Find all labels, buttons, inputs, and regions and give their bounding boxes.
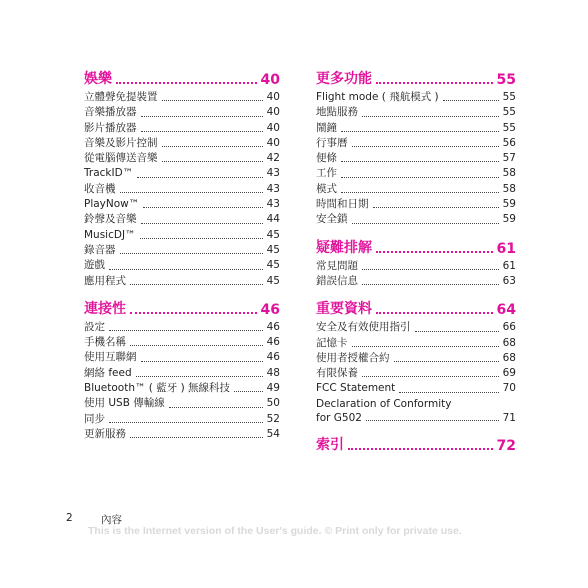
entry-page-number: 55 [502,121,516,134]
section-title: 娛樂 [84,71,112,87]
toc-entry[interactable] [84,381,280,396]
dot-leader [162,161,263,162]
section-heading[interactable] [316,298,516,318]
section-page-number: 46 [260,301,280,318]
entry-page-number: 58 [502,167,516,180]
entry-page-number: 45 [266,274,280,287]
toc-left-column [84,68,280,451]
toc-entry[interactable] [84,366,280,381]
section-heading[interactable] [316,237,516,257]
dot-leader [143,207,262,208]
entry-page-number: 48 [266,366,280,379]
dot-leader [141,131,263,132]
toc-entry[interactable] [84,197,280,212]
toc-section [84,298,280,442]
dot-leader [162,100,263,101]
entry-label: 鬧鐘 [316,121,337,134]
entry-page-number: 59 [502,213,516,226]
entry-page-number: 45 [266,228,280,241]
toc-entry[interactable] [316,381,516,396]
entry-label: 手機名稱 [84,336,126,349]
toc-entry[interactable] [316,336,516,351]
dot-leader [366,420,499,421]
entry-label: 同步 [84,412,105,425]
dot-leader [120,253,263,254]
toc-entry[interactable] [84,320,280,335]
toc-entry[interactable] [84,105,280,120]
dot-leader [130,284,263,285]
dot-leader [120,192,263,193]
entry-label: 立體聲免提裝置 [84,91,158,103]
dot-leader [341,192,499,193]
section-page-number: 64 [496,302,516,319]
entry-label: 常見問題 [316,259,358,272]
dot-leader [362,116,499,117]
entry-label: 安全鎖 [316,213,348,226]
toc-entry[interactable] [316,90,516,105]
toc-entry[interactable] [316,166,516,181]
entry-page-number: 54 [266,427,280,440]
entry-label: 錄音器 [84,243,116,256]
toc-entry[interactable] [316,105,516,120]
toc-entry[interactable] [84,166,280,181]
toc-entry[interactable] [316,121,516,136]
footer-section-label: 內容 [101,514,122,526]
dot-leader [376,312,493,314]
toc-right-column [316,68,516,463]
entry-page-number: 42 [266,152,280,165]
dot-leader [136,376,263,377]
entry-page-number: 45 [266,243,280,256]
entry-label: 時間和日期 [316,198,369,211]
footer-page-number: 2 [66,512,73,524]
toc-entry[interactable] [84,136,280,151]
dot-leader [130,437,263,438]
toc-section [316,68,516,228]
watermark-text: This is the Internet version of the User's guide. © Print only for private use. [88,525,462,537]
entry-label: 設定 [84,320,105,333]
entry-page-number: 44 [266,213,280,226]
dot-leader [141,361,263,362]
entry-label: 使用 USB 傳輸線 [84,397,165,410]
entry-label: 行事曆 [316,136,348,149]
entry-page-number: 50 [266,397,280,410]
entry-page-number: 68 [502,336,516,349]
section-heading[interactable] [84,298,280,318]
entry-label: 使用者授權合約 [316,351,390,364]
entry-page-number: 58 [502,182,516,195]
entry-label: Bluetooth™ ( 藍牙 ) 無線科技 [84,382,231,395]
toc-entry[interactable] [316,197,516,212]
entry-page-number: 69 [502,367,516,380]
entry-page-number: 45 [266,259,280,272]
dot-leader [109,422,263,423]
entry-label: MusicDJ™ [84,228,136,241]
entry-label: PlayNow™ [84,198,140,211]
dot-leader [394,361,499,362]
entry-page-number: 57 [502,152,516,165]
dot-leader [130,345,263,346]
toc-entry[interactable] [84,182,280,197]
section-page-number: 55 [496,72,516,88]
entry-page-number: 56 [502,136,516,149]
dot-leader [109,330,263,331]
section-page-number: 40 [260,72,280,88]
toc-entry[interactable] [316,274,516,289]
entry-label: TrackID™ [84,167,134,180]
toc-entry[interactable] [84,274,280,289]
dot-leader [141,116,263,117]
section-heading[interactable] [84,68,280,88]
entry-label: 遊戲 [84,259,105,272]
entry-label: 影片播放器 [84,121,137,134]
toc-section [316,434,516,454]
entry-page-number: 55 [502,106,516,119]
dot-leader [137,177,262,178]
entry-label: 工作 [316,167,337,180]
entry-label: Declaration of Conformity [316,397,452,410]
dot-leader [362,284,499,285]
entry-page-number: 43 [266,167,280,180]
section-heading[interactable] [316,434,516,454]
toc-entry[interactable] [84,335,280,350]
dot-leader [162,146,263,147]
entry-page-number: 40 [266,106,280,119]
toc-entry[interactable] [316,397,516,425]
toc-entry[interactable] [316,351,516,366]
dot-leader [376,82,493,84]
entry-label: 網絡 feed [84,366,132,379]
entry-label: 錯誤信息 [316,274,358,287]
entry-label: 應用程式 [84,274,126,287]
entry-label: FCC Statement [316,382,396,395]
dot-leader [362,269,499,270]
toc-entry[interactable] [84,212,280,227]
entry-page-number: 46 [266,351,280,364]
dot-leader [348,448,493,450]
entry-label: 收音機 [84,182,116,195]
toc-entry[interactable] [84,396,280,411]
section-title: 重要資料 [316,301,372,318]
toc-entry[interactable] [316,320,516,335]
dot-leader [352,146,499,147]
dot-leader [443,100,499,101]
toc-section [84,68,280,289]
section-title: 索引 [316,436,344,453]
section-page-number: 72 [496,437,516,454]
dot-leader [116,82,257,84]
dot-leader [169,407,263,408]
toc-entry[interactable] [84,427,280,442]
entry-page-number: 40 [266,91,280,103]
dot-leader [130,312,257,314]
entry-label: 音樂及影片控制 [84,136,158,149]
dot-leader [352,346,499,347]
entry-page-number: 59 [502,198,516,211]
entry-label: 模式 [316,182,337,195]
entry-label: 使用互聯網 [84,351,137,364]
entry-label: 音樂播放器 [84,106,137,119]
section-title: 疑難排解 [316,239,372,256]
entry-page-number: 68 [502,351,516,364]
section-title: 連接性 [84,300,126,317]
entry-page-number: 71 [502,411,516,424]
dot-leader [341,131,499,132]
toc-entry[interactable] [316,212,516,227]
entry-line-2 [316,411,516,425]
dot-leader [376,251,493,253]
dot-leader [373,207,499,208]
entry-page-number: 40 [266,136,280,149]
dot-leader [234,391,263,392]
toc-entry[interactable] [84,90,280,105]
entry-label: 便條 [316,152,337,165]
toc-entry[interactable] [316,366,516,381]
section-page-number: 61 [496,240,516,257]
toc-entry[interactable] [316,151,516,166]
toc-entry[interactable] [316,182,516,197]
entry-label: 記憶卡 [316,336,348,349]
dot-leader [352,223,499,224]
toc-entry[interactable] [84,228,280,243]
entry-page-number: 70 [502,382,516,395]
entry-label: Flight mode ( 飛航模式 ) [316,91,439,103]
dot-leader [341,177,499,178]
entry-label: 有限保養 [316,367,358,380]
toc-entry[interactable] [84,258,280,273]
dot-leader [362,376,499,377]
dot-leader [141,223,263,224]
toc-entry[interactable] [84,350,280,365]
section-heading[interactable] [316,68,516,88]
entry-page-number: 40 [266,121,280,134]
toc-entry[interactable] [84,412,280,427]
entry-page-number: 46 [266,320,280,333]
entry-label-continued: for G502 [316,411,362,424]
entry-label: 地點服務 [316,106,358,119]
entry-label: 鈴聲及音樂 [84,213,137,226]
dot-leader [341,161,499,162]
toc-section [316,237,516,290]
toc-entry[interactable] [84,243,280,258]
toc-entry[interactable] [84,151,280,166]
entry-page-number: 61 [502,259,516,272]
entry-label: 安全及有效使用指引 [316,321,411,334]
dot-leader [415,331,499,332]
toc-section [316,298,516,424]
entry-label: 更新服務 [84,427,126,440]
entry-page-number: 49 [266,382,280,395]
toc-entry[interactable] [84,121,280,136]
entry-page-number: 43 [266,182,280,195]
entry-page-number: 63 [502,274,516,287]
toc-entry[interactable] [316,259,516,274]
dot-leader [399,392,498,393]
entry-page-number: 66 [502,321,516,334]
dot-leader [140,238,263,239]
entry-page-number: 55 [502,91,516,103]
entry-page-number: 52 [266,412,280,425]
dot-leader [109,269,263,270]
entry-label: 從電腦傳送音樂 [84,152,158,165]
section-title: 更多功能 [316,71,372,87]
toc-entry[interactable] [316,136,516,151]
entry-page-number: 46 [266,336,280,349]
entry-page-number: 43 [266,198,280,211]
